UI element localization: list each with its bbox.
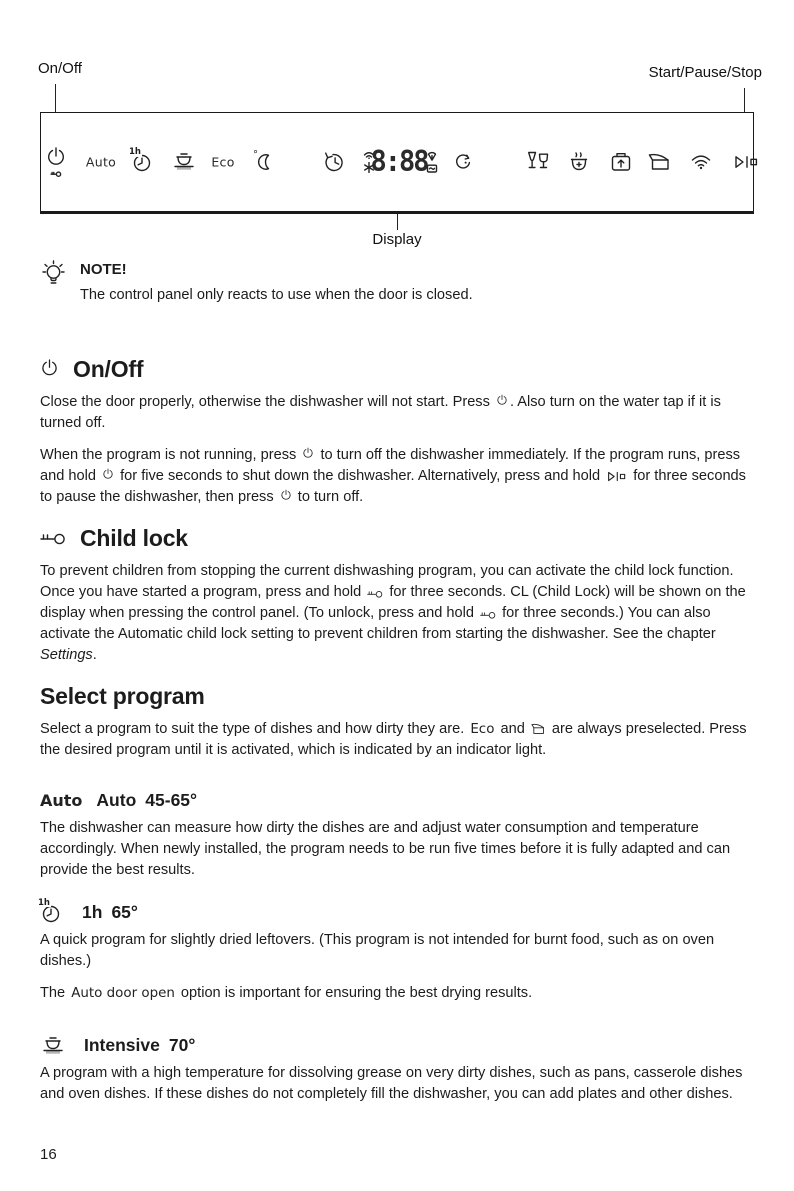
glass-care-button [526,151,551,173]
rinse-aid-mini-icon [427,151,438,161]
cycle-arrow-icon [454,153,472,171]
start-pause-stop-inline-icon [606,471,627,482]
intensive-paragraph: A program with a high temperature for dissolving grease on very dirty dishes, such as pans, casserole dishes and oven dishes. If these dishes do not completely fill the dishwasher, you can add plates and other dishes. [40,1065,743,1102]
callout-on-off: On/Off [38,60,82,77]
intensive-pot-icon [171,152,197,172]
start-pause-stop-button [733,155,759,169]
one-hour-paragraph-2: The Auto door open option is important for ensuring the best drying results. [40,985,533,1001]
auto-door-open-inline-icon [531,723,546,735]
note-text: The control panel only reacts to use when the door is closed. [80,287,473,303]
one-hour-program-heading: 1h 1h 65° [38,897,138,922]
eco-label: Eco [211,154,235,170]
auto-door-open-reference: Auto door open [71,986,175,1001]
lightbulb-icon [40,259,67,289]
note-block [40,257,756,317]
auto-door-open-button [648,153,672,172]
night-program-button [253,149,272,171]
note-title: NOTE! [80,261,127,278]
wifi-button [691,154,711,170]
on-off-paragraph-1: Close the door properly, otherwise the dishwasher will not start. Press . Also turn on the water tap if it is turned off. [40,394,721,431]
section-select-program [40,683,756,761]
display [370,145,428,179]
eco-program-button [211,155,234,170]
power-icon [46,147,67,170]
delay-start-button [323,152,346,173]
auto-door-open-icon [648,153,672,172]
child-lock-heading: Child lock [40,525,756,552]
delay-start-icon [323,152,346,173]
one-hour-paragraph-1: A quick program for slightly dried leftovers. (This program is not intended for burnt food, such as on oven dishes.) [40,932,715,969]
page-content [0,255,794,1116]
auto-program-heading: Auto Auto 45-65° [40,790,198,810]
select-program-paragraph: Select a program to suit the type of dishes and how dirty they are. Eco and are always preselected. Press the desired program until it is activated, which is indicated by an indicator light. [40,721,747,758]
seven-segment-display: 8:88 [370,145,428,179]
one-hour-superscript: 1h [38,897,50,908]
wifi-icon [691,154,711,170]
power-inline-icon [496,394,508,408]
power-inline-icon [302,447,314,461]
intensive-program-heading: Intensive 70° [40,1035,756,1056]
section-intensive-program [40,1035,756,1105]
eco-program-reference: Eco [470,722,495,737]
glass-care-icon [526,151,551,173]
select-program-heading: Select program [40,683,205,709]
settings-chapter-reference: Settings [40,647,93,663]
child-lock-paragraph: To prevent children from stopping the current dishwashing program, you can activate the child lock function. Once you have started a program, press and hold for three seconds. CL (Child Lock) will be shown on the display when pressing the control panel. (To unlock, press and hold for three seconds.) You can also activate the Automatic child lock setting to prevent children from starting the dishwasher. See the chapter Settings. [40,563,746,663]
one-hour-superscript: 1h [129,147,141,157]
callout-display: Display [372,231,422,248]
power-inline-icon [102,468,114,482]
on-off-paragraph-2: When the program is not running, press to turn off the dishwasher immediately. If the program runs, press and hold for five seconds to shut down the dishwasher. Alternatively, press and hold for three seconds to pause the dishwasher, then press to turn off. [40,447,746,505]
on-off-heading: On/Off [40,356,756,383]
section-auto-program [40,790,756,881]
one-hour-program-button [129,147,151,172]
child-lock-inline-icon [367,590,383,598]
auto-program-button [86,155,116,170]
child-lock-mini-icon [51,171,62,177]
section-one-hour-program [38,897,756,1004]
power-button [46,147,67,177]
control-panel [40,112,754,214]
intensive-pot-icon [40,1036,66,1056]
child-lock-inline-icon [480,611,496,619]
section-on-off [40,356,756,508]
power-inline-icon [280,489,292,503]
display-right-indicators [427,151,438,173]
child-lock-heading-icon [40,532,66,545]
tablet-dispenser-icon [610,152,632,173]
machine-care-button [567,151,591,173]
intensive-program-button [171,152,197,172]
section-child-lock [40,525,756,666]
tablet-function-button [610,152,632,173]
salt-mini-icon [427,164,438,173]
moon-icon [258,154,272,171]
auto-panel-label: Auto [40,791,83,810]
control-panel-diagram [0,0,794,255]
auto-program-paragraph: The dishwasher can measure how dirty the dishes are and adjust water consumption and temperature accordingly. When newly installed, the program needs to be run five times before it is fully adapted and can provide the best results. [40,820,731,878]
program-cycle-indicator [454,153,472,171]
degree-mark: ° [253,149,258,161]
power-heading-icon [40,359,59,380]
start-pause-stop-icon [733,155,759,169]
machine-care-pot-icon [567,151,591,173]
callout-start-pause-stop: Start/Pause/Stop [648,64,762,81]
auto-label: Auto [85,154,117,170]
page-number: 16 [40,1146,57,1163]
